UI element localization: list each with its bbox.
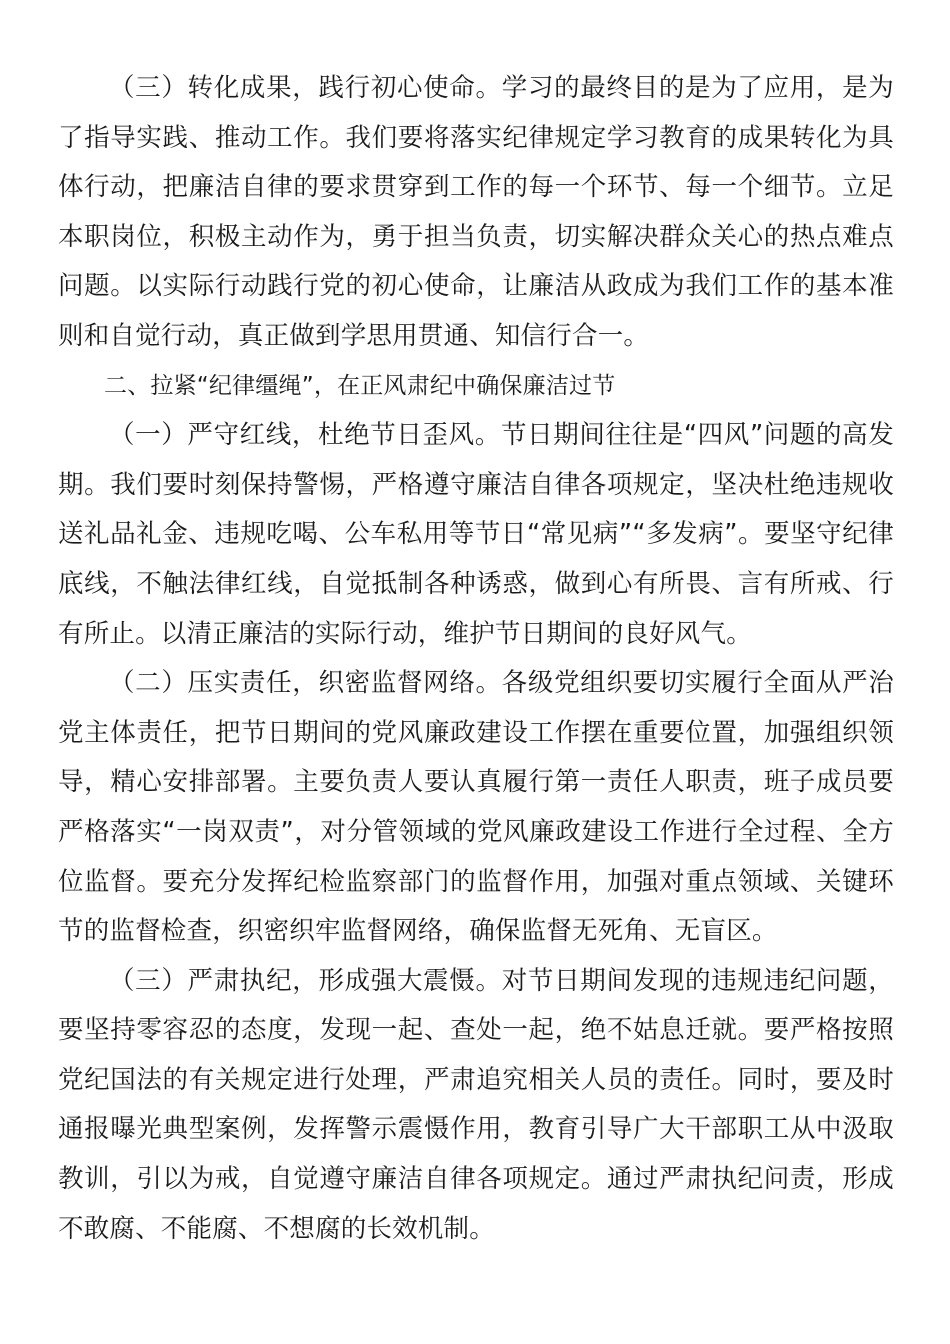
paragraph-transform-results: （三）转化成果，践行初心使命。学习的最终目的是为了应用，是为了指导实践、推动工作。我们要将落实纪律规定学习教育的成果转化为具体行动，把廉洁自律的要求贯穿到工作的每一个环节、每一个细节。立足本职岗位，积极主动作为，勇于担当负责，切实解决群众关心的热点难点问题。以实际行动践行党的初心使命，让廉洁从政成为我们工作的基本准则和自觉行动，真正做到学思用贯通、知信行合一。	[58, 73, 894, 351]
paragraph-responsibility: （二）压实责任，织密监督网络。各级党组织要切实履行全面从严治党主体责任，把节日期间的党风廉政建设工作摆在重要位置，加强组织领导，精心安排部署。主要负责人要认真履行第一责任人职责，班子成员要严格落实“一岗双责”，对分管领域的党风廉政建设工作进行全过程、全方位监督。要充分发挥纪检监察部门的监督作用，加强对重点领域、关键环节的监督检查，织密织牢监督网络，确保监督无死角、无盲区。	[58, 668, 894, 947]
paragraph-red-line: （一）严守红线，杜绝节日歪风。节日期间往往是“四风”问题的高发期。我们要时刻保持警惕，严格遵守廉洁自律各项规定，坚决杜绝违规收送礼品礼金、违规吃喝、公车私用等节日“常见病”“多发病”。要坚守纪律底线，不触法律红线，自觉抵制各种诱惑，做到心有所畏、言有所戒、行有所止。以清正廉洁的实际行动，维护节日期间的良好风气。	[58, 420, 894, 649]
document-body	[58, 64, 894, 1254]
section-heading-discipline: 二、拉紧“纪律缰绳”，在正风肃纪中确保廉洁过节	[104, 372, 616, 399]
paragraph-strict-discipline: （三）严肃执纪，形成强大震慑。对节日期间发现的违规违纪问题，要坚持零容忍的态度，发现一起、查处一起，绝不姑息迁就。要严格按照党纪国法的有关规定进行处理，严肃追究相关人员的责任。同时，要及时通报曝光典型案例，发挥警示震慑作用，教育引导广大干部职工从中汲取教训，引以为戒，自觉遵守廉洁自律各项规定。通过严肃执纪问责，形成不敢腐、不能腐、不想腐的长效机制。	[58, 965, 894, 1244]
